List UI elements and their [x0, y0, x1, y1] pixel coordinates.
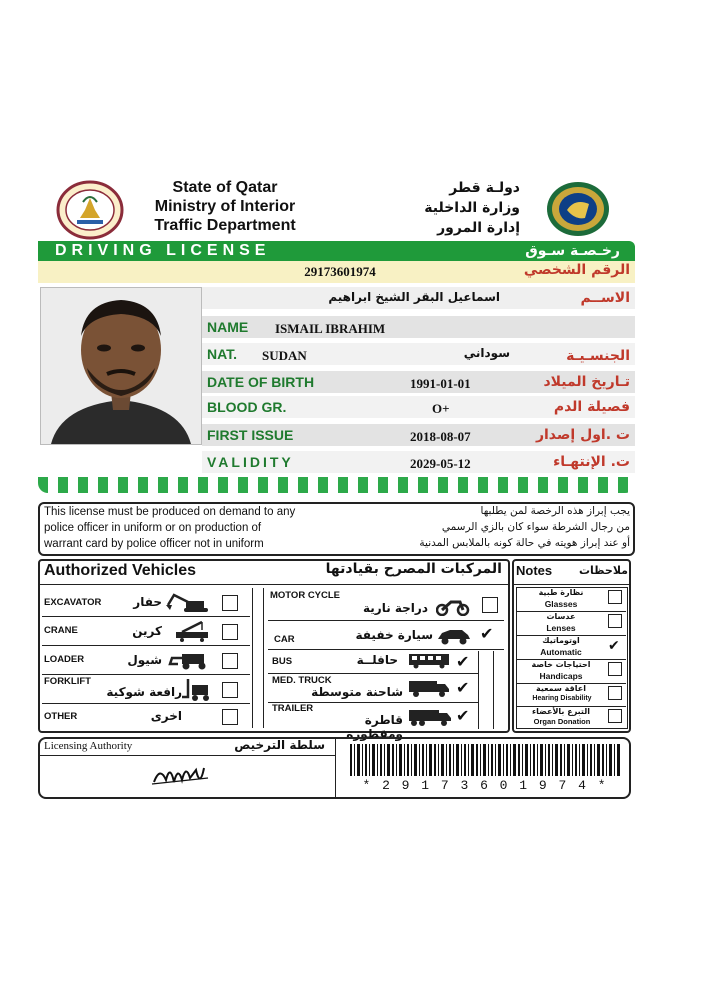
vehicle-label-en: MOTOR CYCLE	[270, 590, 341, 601]
note-label-en: Automatic	[540, 647, 582, 657]
blood-ar-label: فصيلة الدم	[553, 399, 630, 415]
vehicle-label-en: CAR	[274, 634, 295, 645]
note-label-en: Organ Donation	[533, 717, 591, 726]
notice-ar-line: أو عند إبراز هويته في حالة كونه بالملابس المدنية	[419, 537, 630, 549]
vehicle-row-loader	[42, 647, 250, 675]
vehicle-checkbox[interactable]	[222, 624, 238, 640]
motorcycle-icon	[436, 596, 470, 620]
validity-value: 2029-05-12	[410, 456, 471, 471]
vehicle-checkbox[interactable]	[222, 653, 238, 669]
blood-label: BLOOD GR.	[207, 399, 287, 415]
notes-title-en: Notes	[516, 563, 553, 578]
vehicle-label-en: MED. TRUCK	[272, 675, 332, 686]
header-en-line-1: State of Qatar	[172, 179, 278, 196]
bus-icon	[408, 653, 450, 673]
vehicle-label-en: BUS	[272, 656, 293, 667]
vehicle-label-ar: كرين	[132, 624, 162, 638]
vehicle-checkbox[interactable]	[222, 595, 238, 611]
vehicle-row-trailer	[268, 703, 478, 741]
name-label: NAME	[207, 319, 249, 335]
truck-icon	[408, 679, 450, 701]
id-label-ar: الرقم الشخصي	[523, 262, 630, 278]
authorized-title-divider	[38, 584, 510, 585]
vehicle-row-forklift	[42, 676, 250, 704]
vehicle-label-en: TRAILER	[272, 703, 314, 714]
id-number: 29173601974	[304, 264, 376, 279]
loader-icon	[168, 650, 214, 674]
vehicle-row-car	[268, 622, 504, 650]
note-row-organ	[517, 707, 626, 727]
header-en-text	[135, 178, 315, 235]
name-ar-value: اسماعيل البقر الشيخ ابراهيم	[328, 290, 500, 304]
validity-label: VALIDITY	[207, 454, 294, 470]
notice-en-line: This license must be produced on demand to any	[44, 506, 296, 518]
note-label-en: Glasses	[544, 599, 578, 609]
notice-en-line: warrant card by police officer not in uniform	[44, 538, 264, 550]
vehicle-label-en: FORKLIFT	[44, 676, 91, 687]
note-row-glasses	[517, 588, 626, 612]
note-label-en: Lenses	[546, 623, 576, 633]
note-checkbox[interactable]	[608, 590, 622, 604]
vehicle-label-ar: اخرى	[150, 709, 182, 723]
name-value: ISMAIL IBRAHIM	[275, 321, 386, 336]
header-en-line-2: Ministry of Interior	[154, 198, 296, 215]
note-label-ar: احتياجات خاصة	[531, 660, 591, 669]
notice-ar-line: يجب إبراز هذه الرخصة لمن يطلبها	[480, 505, 630, 517]
license-title-en: DRIVING LICENSE	[55, 242, 271, 259]
holder-photo	[40, 287, 202, 445]
authority-divider	[40, 755, 335, 756]
nat-value: SUDAN	[262, 348, 307, 363]
notes-title-divider	[512, 584, 631, 585]
nat-ar-label: الجنسـيـة	[566, 348, 630, 364]
vehicle-label-ar: رافعة شوكية	[106, 685, 182, 699]
vehicle-row-other	[42, 705, 250, 729]
note-label-ar: نظارة طبية	[538, 588, 584, 597]
header-en-line-3: Traffic Department	[154, 217, 296, 234]
first-issue-value: 2018-08-07	[410, 429, 471, 444]
green-pattern-bar	[38, 477, 635, 493]
note-label-ar: عدسات	[546, 612, 576, 621]
note-checkbox[interactable]	[608, 614, 622, 628]
note-label-en: Handicaps	[539, 671, 583, 681]
authority-label-ar: سلطة الترخيص	[234, 738, 325, 752]
dob-ar-label: تـاريخ الميلاد	[543, 374, 630, 390]
first-issue-ar-label: ت .اول إصدار	[535, 427, 630, 443]
authorized-title-ar: المركبات المصرح بقيادتها	[325, 561, 502, 577]
authorized-title-en: Authorized Vehicles	[44, 562, 197, 579]
checked-mark-icon[interactable]: ✔	[456, 678, 470, 697]
vehicle-row-excavator	[42, 590, 250, 617]
vehicle-label-en: CRANE	[44, 625, 78, 636]
vehicle-label-en: EXCAVATOR	[44, 597, 102, 608]
note-label-en: Hearing Disability	[532, 695, 592, 702]
header-ar-line-3: إدارة المرور	[437, 220, 520, 236]
license-title-ar: رخـصـة سـوق	[525, 243, 620, 259]
authority-signature	[150, 760, 210, 796]
car-icon	[436, 627, 472, 649]
notice-en	[44, 504, 344, 552]
notice-ar-line: من رجال الشرطة سواء كان بالزي الرسمي	[441, 521, 630, 533]
vehicle-row-motorcycle	[268, 588, 504, 621]
first-issue-label: FIRST ISSUE	[207, 427, 294, 443]
checked-mark-icon[interactable]: ✔	[608, 638, 620, 654]
vehicles-column-divider	[252, 588, 264, 728]
excavator-icon	[166, 593, 214, 617]
validity-ar-label: ت. الإنتهـاء	[553, 454, 630, 470]
authority-label-en: Licensing Authority	[44, 740, 133, 752]
vehicle-label-ar: سيارة خفيفة	[355, 628, 433, 642]
note-row-automatic	[517, 636, 626, 660]
note-row-hearing	[517, 684, 626, 707]
vehicle-label-en: LOADER	[44, 654, 85, 665]
vehicle-label-en: OTHER	[44, 711, 78, 722]
checked-mark-icon[interactable]: ✔	[456, 706, 470, 725]
authority-vertical-divider	[335, 739, 336, 797]
forklift-icon	[182, 679, 212, 705]
vehicle-label-ar: دراجة نارية	[363, 601, 428, 615]
note-row-lenses	[517, 612, 626, 636]
notice-ar	[355, 503, 630, 551]
name-ar-label: الاســم	[580, 290, 630, 306]
qatar-emblem-icon	[55, 180, 125, 240]
barcode	[350, 744, 620, 776]
note-label-ar: اعاقة سمعية	[536, 684, 586, 693]
checked-mark-icon[interactable]: ✔	[456, 652, 470, 671]
checked-mark-icon[interactable]: ✔	[480, 624, 494, 643]
header-ar-line-2: وزارة الداخلية	[424, 200, 520, 216]
note-label-ar: اوتوماتيك	[542, 636, 580, 645]
gcc-emblem-icon	[545, 180, 611, 238]
notice-en-line: police officer in uniform or on production of	[44, 522, 262, 534]
vehicle-checkbox[interactable]	[222, 682, 238, 698]
note-checkbox[interactable]	[608, 662, 622, 676]
vehicle-row-med-truck	[268, 675, 478, 703]
name-row	[202, 316, 635, 338]
nat-label: NAT.	[207, 346, 238, 362]
trailer-truck-icon	[408, 708, 452, 730]
vehicle-label-ar: حافلــة	[356, 653, 398, 667]
crane-icon	[172, 620, 214, 646]
header-ar-text	[405, 178, 520, 238]
barcode-number: * 2 9 1 7 3 6 0 1 9 7 4 *	[362, 778, 608, 793]
vehicle-row-bus	[268, 651, 478, 674]
vehicle-label-ar: شاحنة متوسطة	[311, 685, 403, 699]
note-row-handicaps	[517, 660, 626, 684]
notes-title-ar: ملاحظات	[579, 564, 628, 577]
dob-label: DATE OF BIRTH	[207, 374, 315, 390]
vehicle-label-ar: شيول	[127, 653, 162, 667]
vehicle-label-ar: قاطرة ومقطورة	[346, 713, 403, 741]
vehicle-row-crane	[42, 618, 250, 646]
note-checkbox[interactable]	[608, 686, 622, 700]
note-label-ar: التبرع بالأعضاء	[532, 707, 590, 716]
notes-list	[516, 587, 628, 729]
vehicle-checkbox[interactable]	[482, 597, 498, 613]
vehicle-checkbox[interactable]	[222, 709, 238, 725]
heavy-vehicles-bracket	[478, 651, 494, 729]
dob-value: 1991-01-01	[410, 376, 471, 391]
blood-value: O+	[432, 401, 450, 416]
header-ar-line-1: دولـة قطر	[449, 180, 520, 196]
note-checkbox[interactable]	[608, 709, 622, 723]
nat-ar-value: سوداني	[463, 346, 510, 360]
vehicle-label-ar: حفار	[133, 595, 162, 609]
